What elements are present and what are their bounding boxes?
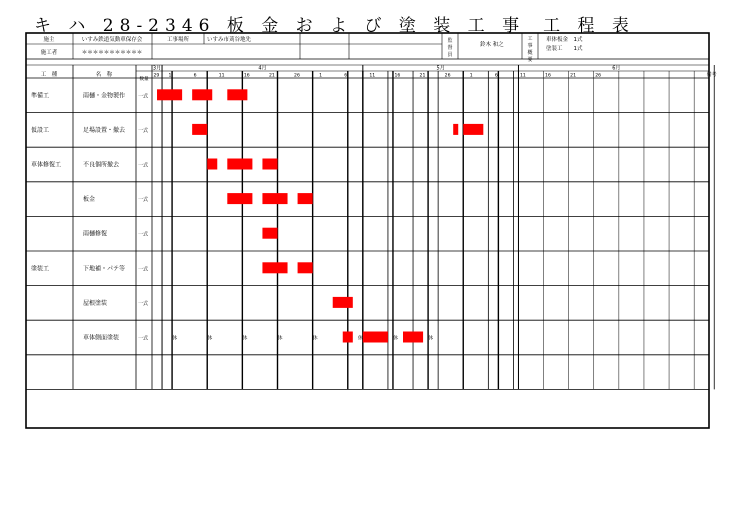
row-work-type: 仮設工: [31, 126, 50, 134]
row-quantity: 一式: [137, 266, 149, 273]
rest-day-label: 休: [312, 335, 318, 342]
schedule-bar: [192, 89, 212, 100]
day-tick: 21: [268, 73, 275, 79]
overview-label: 事: [527, 43, 533, 49]
day-tick: 6: [344, 73, 348, 79]
day-tick: 11: [369, 73, 376, 79]
day-tick: 26: [294, 73, 300, 79]
month-label: 4月: [258, 65, 267, 72]
schedule-bar: [262, 228, 277, 239]
day-tick: 16: [394, 73, 401, 79]
row-quantity: 一式: [137, 162, 149, 169]
rest-day-label: 休: [428, 335, 434, 342]
schedule-bar: [207, 159, 217, 170]
day-tick: 11: [218, 73, 225, 79]
overview-label: 工: [527, 36, 533, 42]
day-tick: 29: [153, 73, 160, 79]
col-header-work-type: 工 種: [40, 72, 58, 78]
supervisor-label: 監: [447, 38, 453, 44]
header-texts: [41, 35, 583, 56]
schedule-bar: [453, 124, 458, 135]
row-name: 下地補・パテ等: [83, 265, 126, 273]
schedule-bar: [363, 332, 388, 343]
day-tick: 1: [469, 73, 473, 79]
schedule-bar: [262, 262, 287, 273]
day-tick: 21: [570, 73, 577, 79]
site-label: 工事場所: [166, 37, 190, 43]
rest-day-label: 休: [392, 335, 398, 342]
day-tick: 21: [419, 73, 426, 79]
day-tick: 26: [595, 73, 602, 79]
schedule-bar: [463, 124, 483, 135]
row-work-type: 塗装工: [31, 265, 50, 273]
row-quantity: 一式: [137, 300, 149, 307]
row-quantity: 一式: [137, 197, 149, 204]
row-name: 足場設置・撤去: [83, 126, 126, 134]
schedule-bar: [403, 332, 423, 343]
row-quantity: 一式: [137, 335, 149, 342]
day-tick: 6: [193, 73, 197, 79]
header-block: [26, 33, 709, 428]
schedule-bar: [333, 297, 353, 308]
schedule-bar: [343, 332, 353, 343]
schedule-bar: [262, 193, 287, 204]
contractor-value: ＊＊＊＊＊＊＊＊＊＊＊: [81, 50, 143, 56]
schedule-bar: [227, 89, 247, 100]
contractor-label: 施工者: [40, 50, 58, 56]
row-name: 板金: [83, 196, 96, 204]
row-name: 雨樋修復: [83, 230, 108, 238]
overview-line1: 車体板金 1式: [546, 37, 583, 43]
rest-day-label: 休: [357, 335, 363, 342]
rest-day-label: 休: [207, 335, 213, 342]
row-name: 不良個所撤去: [83, 161, 120, 169]
schedule-grid-text: [31, 65, 717, 342]
schedule-bar: [227, 159, 252, 170]
overview-label: 要: [527, 57, 533, 63]
rest-day-label: 休: [172, 335, 178, 342]
supervisor-label: 督: [447, 45, 453, 51]
client-value: いすみ鉄道気動車保存会: [81, 37, 143, 43]
row-name: 屋根塗装: [83, 299, 108, 307]
month-label: 3月: [152, 65, 162, 72]
day-tick: 16: [545, 73, 551, 79]
overview-line2: 塗装工 1式: [546, 46, 583, 52]
schedule-bar: [298, 262, 313, 273]
row-name: 雨樋・金物製作: [83, 92, 126, 100]
row-work-type: 車体修復工: [31, 161, 62, 169]
month-label: 6月: [612, 65, 621, 72]
col-header-quantity: 数量: [139, 77, 149, 82]
schedule-bar: [298, 193, 313, 204]
supervisor-value: 鈴木 和之: [480, 42, 504, 48]
col-header-name: 名 称: [95, 72, 113, 78]
schedule-bar: [192, 124, 207, 135]
row-name: 車体側面塗装: [83, 334, 120, 342]
day-tick: 16: [243, 73, 250, 79]
row-quantity: 一式: [137, 231, 149, 238]
overview-label: 概: [527, 50, 533, 56]
schedule-bar: [157, 89, 182, 100]
schedule-bar: [262, 159, 277, 170]
schedule-bar: [227, 193, 252, 204]
rest-day-label: 休: [242, 335, 248, 342]
col-header-remarks: 備考: [706, 72, 717, 78]
site-value: いすみ市苅谷地先: [207, 37, 252, 43]
day-tick: 11: [519, 73, 526, 79]
day-tick: 26: [444, 73, 451, 79]
day-tick: 6: [494, 73, 498, 79]
day-tick: 1: [319, 73, 323, 79]
row-work-type: 準備工: [31, 92, 50, 100]
row-quantity: 一式: [137, 93, 149, 100]
rest-day-label: 休: [277, 335, 283, 342]
title-sub: 工 程 表: [543, 16, 635, 36]
schedule-bars: [157, 89, 483, 342]
day-tick: 1: [168, 73, 172, 79]
supervisor-label: 員: [447, 52, 453, 58]
client-label: 施主: [43, 37, 55, 43]
title-main: キ ハ 28-2346 板 金 お よ び 塗 装 工 事: [34, 16, 526, 36]
month-label: 5月: [436, 65, 445, 72]
row-quantity: 一式: [137, 127, 149, 134]
